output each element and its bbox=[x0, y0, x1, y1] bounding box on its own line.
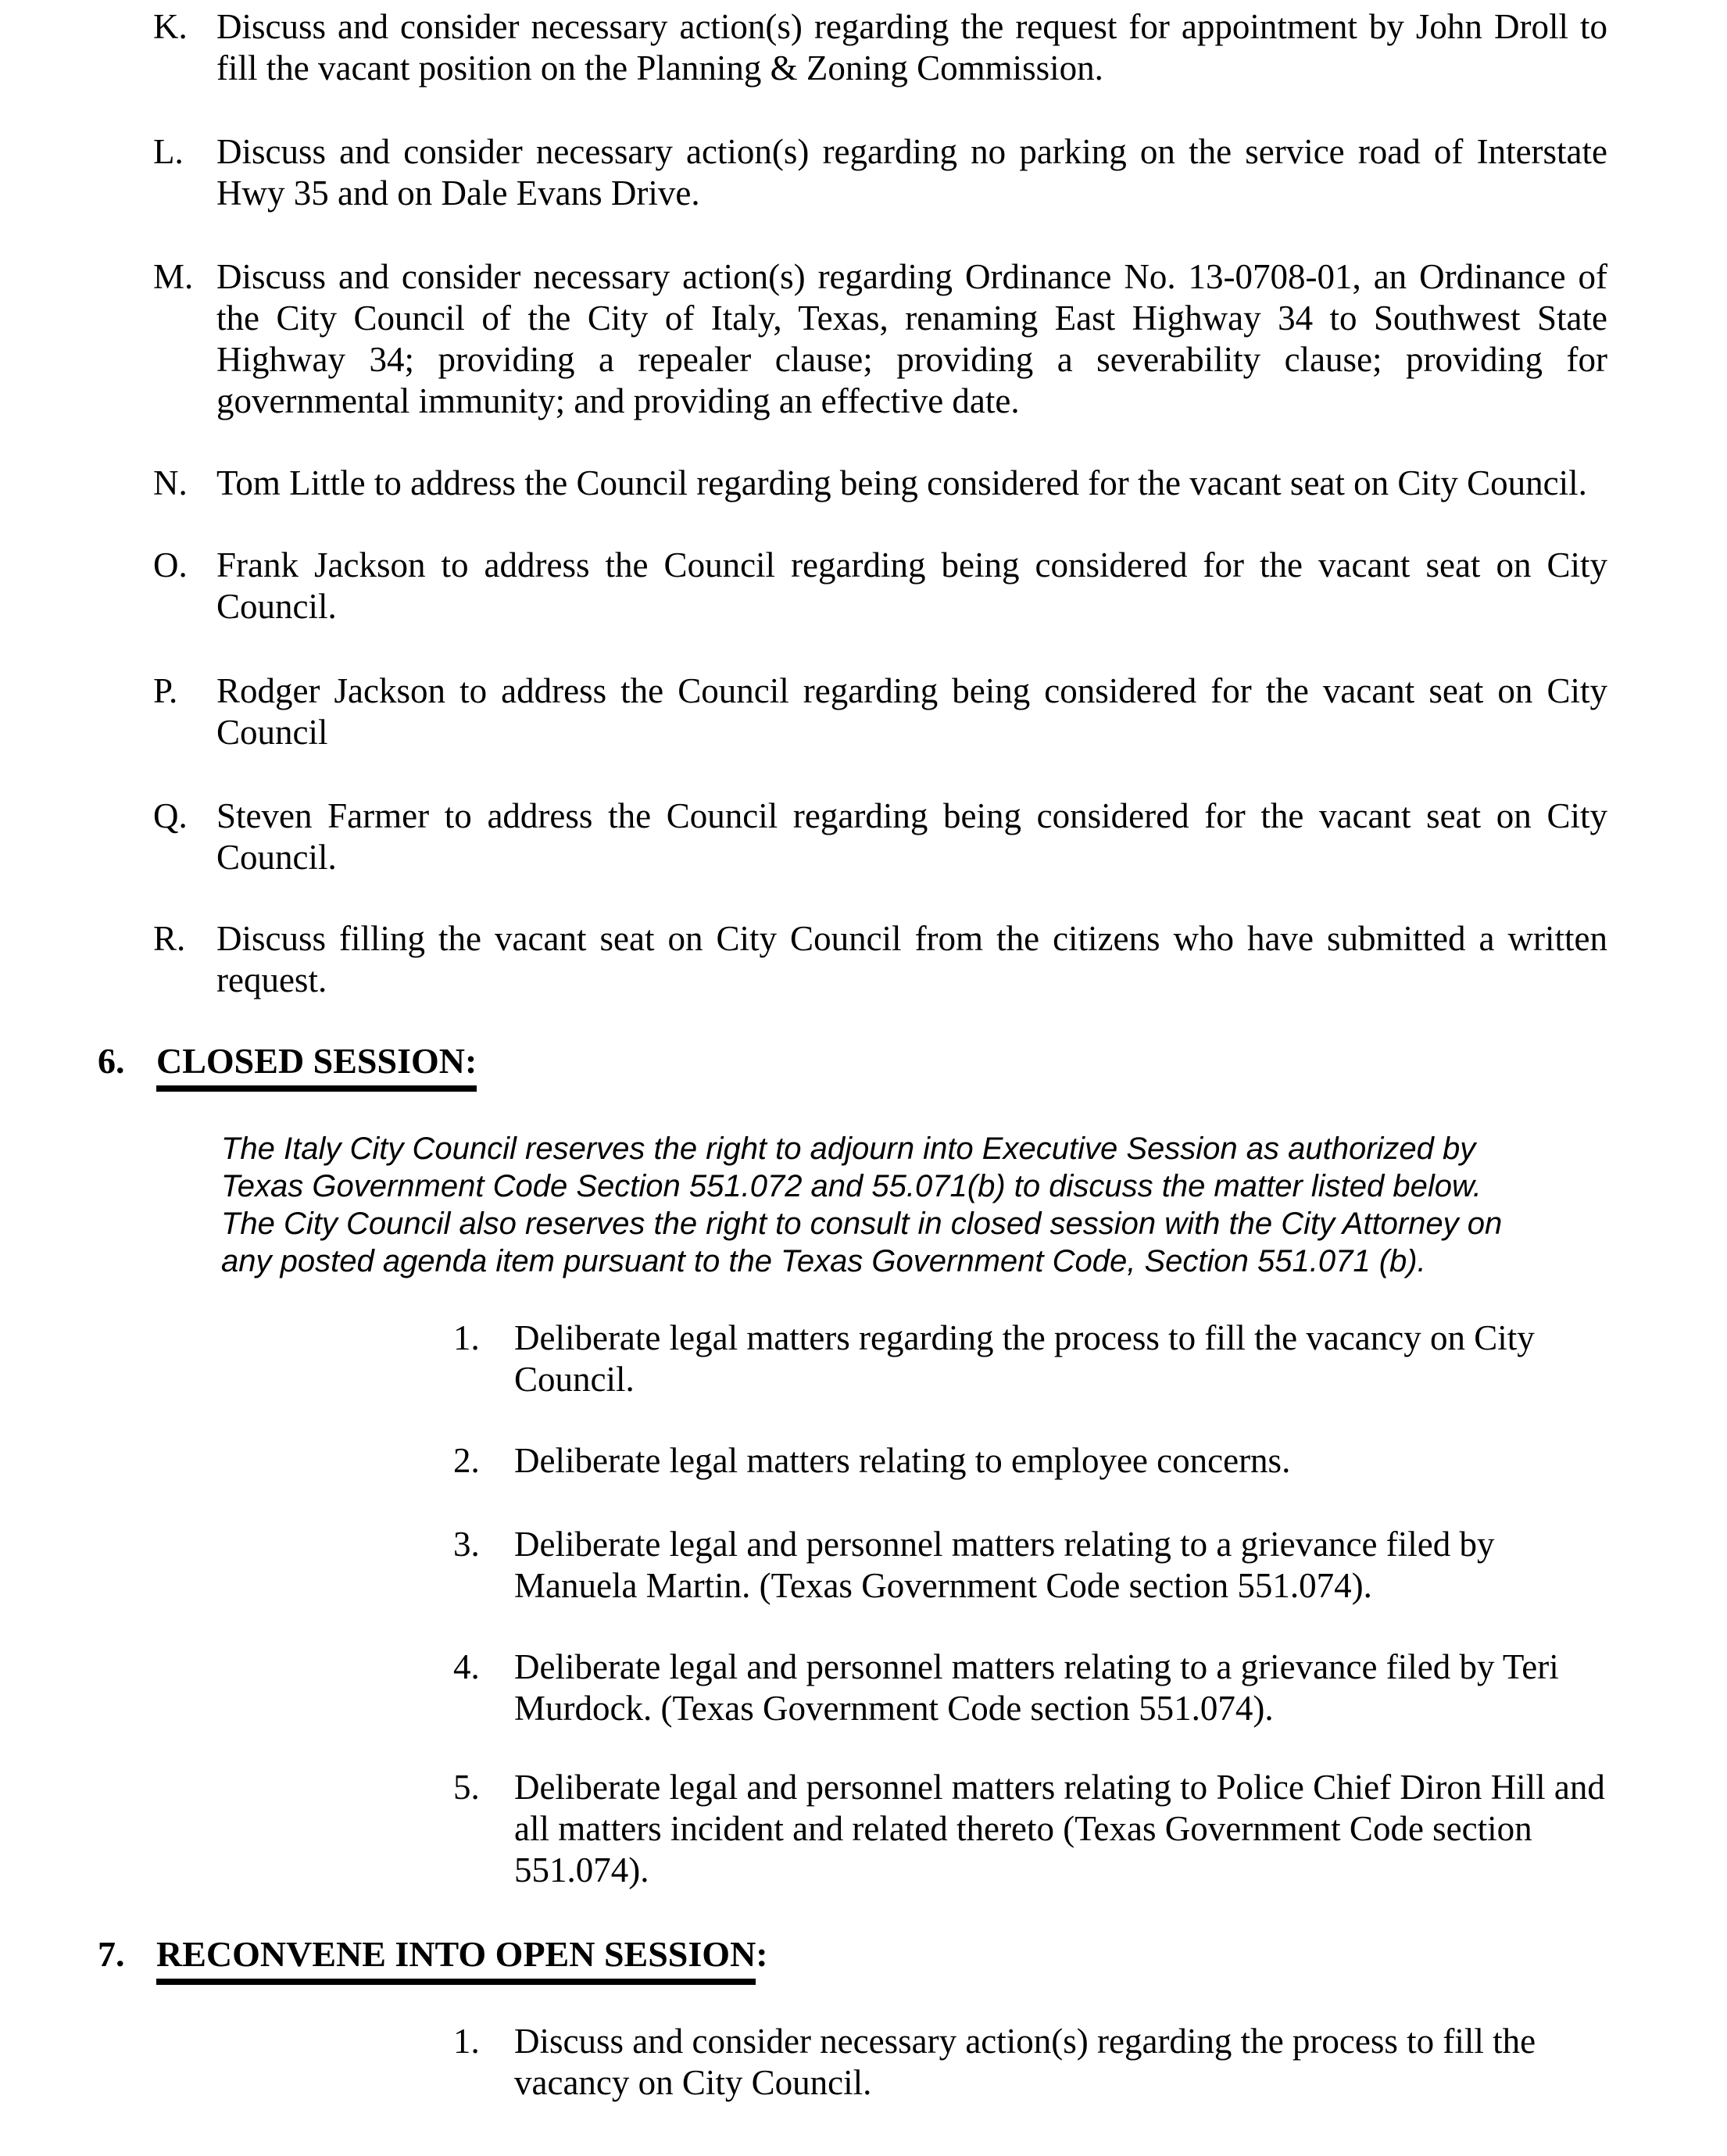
agenda-item-q bbox=[153, 796, 1607, 878]
agenda-item-r-text: Discuss filling the vacant seat on City Council from the citizens who have submitted a written request. bbox=[216, 919, 1607, 999]
agenda-item-r bbox=[153, 918, 1607, 1001]
closed-session-item-5 bbox=[453, 1767, 1624, 1891]
agenda-item-m bbox=[153, 256, 1607, 422]
agenda-item-n-text: Tom Little to address the Council regarding being considered for the vacant seat on City Council. bbox=[216, 463, 1587, 502]
closed-session-item-4 bbox=[453, 1646, 1624, 1729]
reconvene-item-1-text: Discuss and consider necessary action(s) regarding the process to fill the vacancy on City Council. bbox=[514, 2022, 1536, 2102]
agenda-item-o bbox=[153, 545, 1607, 627]
section-7-number: 7. bbox=[98, 1934, 125, 1974]
closed-session-item-1-number: 1. bbox=[453, 1318, 480, 1357]
closed-session-item-5-number: 5. bbox=[453, 1768, 480, 1807]
section-7-title: RECONVENE INTO OPEN SESSION bbox=[156, 1933, 756, 1985]
section-7-colon: : bbox=[756, 1934, 768, 1974]
agenda-item-k bbox=[153, 6, 1607, 89]
section-6-number: 6. bbox=[98, 1041, 125, 1081]
agenda-item-l-text: Discuss and consider necessary action(s) regarding no parking on the service road of Interstate Hwy 35 and on Dale Evans Drive. bbox=[216, 132, 1607, 213]
reconvene-item-1-number: 1. bbox=[453, 2022, 480, 2061]
closed-session-item-2 bbox=[453, 1440, 1624, 1482]
closed-session-item-3 bbox=[453, 1524, 1624, 1607]
agenda-item-q-letter: Q. bbox=[153, 796, 188, 835]
agenda-item-k-letter: K. bbox=[153, 7, 188, 46]
closed-session-item-1-text: Deliberate legal matters regarding the process to fill the vacancy on City Council. bbox=[514, 1318, 1535, 1399]
agenda-item-p-letter: P. bbox=[153, 671, 178, 710]
closed-session-item-5-text: Deliberate legal and personnel matters relating to Police Chief Diron Hill and all matters incident and related thereto (Texas Government Code section 551.074). bbox=[514, 1768, 1605, 1890]
reconvene-item-1 bbox=[453, 2021, 1624, 2104]
agenda-item-l-letter: L. bbox=[153, 132, 184, 171]
section-heading-reconvene-open-session bbox=[98, 1933, 768, 1985]
agenda-item-m-letter: M. bbox=[153, 257, 194, 296]
agenda-item-p bbox=[153, 670, 1607, 753]
section-6-title: CLOSED SESSION: bbox=[156, 1039, 477, 1092]
closed-session-item-3-text: Deliberate legal and personnel matters relating to a grievance filed by Manuela Martin. (Texas Government Code section 551.074). bbox=[514, 1525, 1495, 1605]
closed-session-item-2-text: Deliberate legal matters relating to employee concerns. bbox=[514, 1441, 1291, 1480]
agenda-item-o-text: Frank Jackson to address the Council regarding being considered for the vacant seat on City Council. bbox=[216, 545, 1607, 626]
closed-session-item-4-number: 4. bbox=[453, 1647, 480, 1686]
section-heading-closed-session bbox=[98, 1039, 477, 1092]
agenda-item-n bbox=[153, 463, 1607, 504]
closed-session-item-4-text: Deliberate legal and personnel matters relating to a grievance filed by Teri Murdock. (Texas Government Code section 551.074). bbox=[514, 1647, 1559, 1728]
agenda-item-r-letter: R. bbox=[153, 919, 186, 958]
executive-session-notice: The Italy City Council reserves the right to adjourn into Executive Session as authorized by Texas Government Code Section 551.072 and 55.071(b) to discuss the matter listed below. The City Council also reserves the right to consult in closed session with the City Attorney on any posted agenda item pursuant to the Texas Government Code, Section 551.071 (b). bbox=[221, 1132, 1503, 1278]
agenda-item-q-text: Steven Farmer to address the Council regarding being considered for the vacant seat on City Council. bbox=[216, 796, 1607, 877]
closed-session-item-2-number: 2. bbox=[453, 1441, 480, 1480]
agenda-item-n-letter: N. bbox=[153, 463, 188, 502]
agenda-item-o-letter: O. bbox=[153, 545, 188, 585]
agenda-item-p-text: Rodger Jackson to address the Council regarding being considered for the vacant seat on City Council bbox=[216, 671, 1607, 752]
closed-session-item-3-number: 3. bbox=[453, 1525, 480, 1564]
closed-session-item-1 bbox=[453, 1318, 1624, 1400]
agenda-item-k-text: Discuss and consider necessary action(s) regarding the request for appointment by John Droll to fill the vacant position on the Planning & Zoning Commission. bbox=[216, 7, 1607, 88]
agenda-item-m-text: Discuss and consider necessary action(s) regarding Ordinance No. 13-0708-01, an Ordinance of the City Council of the City of Italy, Texas, renaming East Highway 34 to Southwest State Highway 34; providing a repealer clause; providing a severability clause; providing for governmental immunity; and providing an effective date. bbox=[216, 257, 1607, 420]
agenda-item-l bbox=[153, 131, 1607, 214]
